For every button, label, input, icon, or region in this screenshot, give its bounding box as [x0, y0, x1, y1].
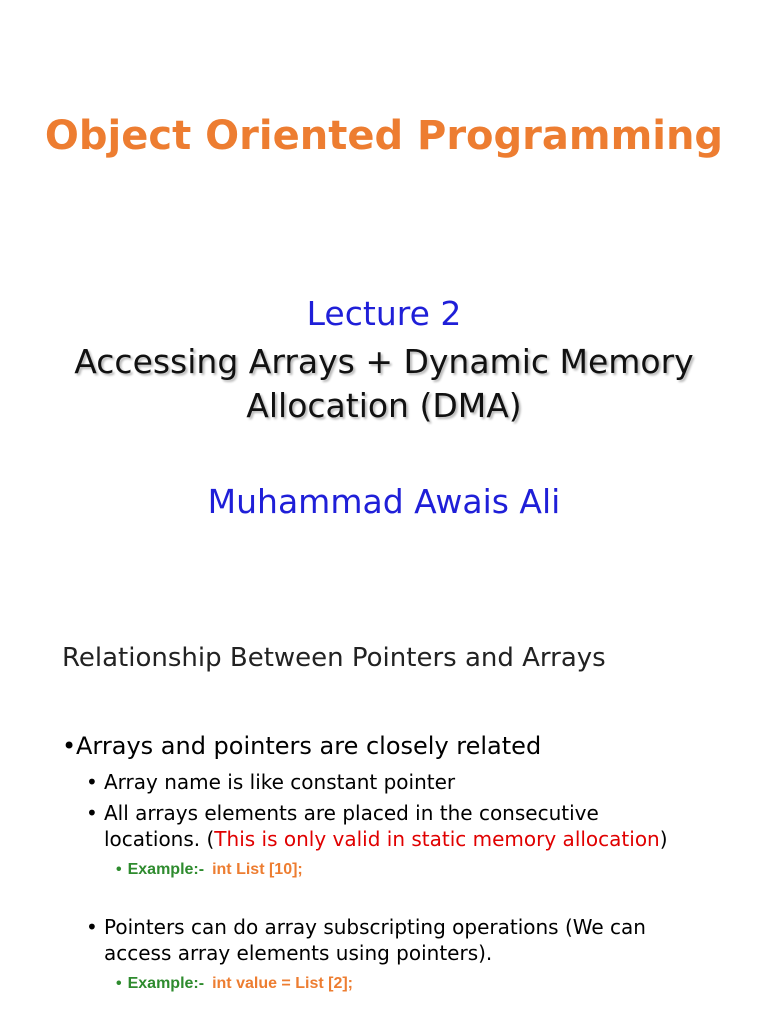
static-allocation-note: This is only valid in static memory allocation — [214, 827, 660, 851]
line-2: access array elements using pointers). — [104, 941, 493, 965]
example-code: int List [10]; — [212, 861, 303, 878]
bullet-icon: • — [116, 975, 122, 992]
sub-bullet-array-name — [86, 769, 726, 795]
slide-title: Relationship Between Pointers and Arrays — [62, 643, 606, 673]
sub-bullet-text: Array name is like constant pointer — [104, 770, 456, 794]
sub-bullet-consecutive-locations — [86, 800, 726, 852]
sub-bullet-text — [86, 914, 726, 966]
bullet-icon: • — [86, 801, 98, 825]
lecture-subtitle — [40, 340, 728, 428]
bullet-icon: • — [86, 915, 98, 939]
example-int-value — [116, 973, 353, 995]
sub-bullet-text — [86, 800, 726, 852]
presentation-title: Object Oriented Programming — [44, 113, 724, 159]
bullet-text: Arrays and pointers are closely related — [76, 732, 542, 760]
bullet-icon: • — [116, 861, 122, 878]
line-1: Pointers can do array subscripting operations (We can — [104, 915, 646, 939]
bullet-arrays-pointers — [62, 730, 541, 762]
bullet-icon: • — [86, 770, 98, 794]
example-code: int value = List [2]; — [212, 975, 353, 992]
line-2-start: locations. ( — [104, 827, 215, 851]
line-1: All arrays elements are placed in the consecutive — [104, 801, 599, 825]
example-label: Example:- — [127, 861, 205, 878]
content-slide — [0, 600, 768, 1024]
author-name: Muhammad Awais Ali — [207, 482, 561, 521]
example-int-list — [116, 859, 303, 881]
subtitle-line-2: Allocation (DMA) — [246, 386, 522, 425]
subtitle-line-1: Accessing Arrays + Dynamic Memory — [74, 342, 694, 381]
lecture-number: Lecture 2 — [306, 294, 462, 333]
line-2-end: ) — [659, 827, 668, 851]
sub-bullet-subscripting — [86, 914, 726, 966]
bullet-icon: • — [62, 732, 77, 760]
example-label: Example:- — [127, 975, 205, 992]
